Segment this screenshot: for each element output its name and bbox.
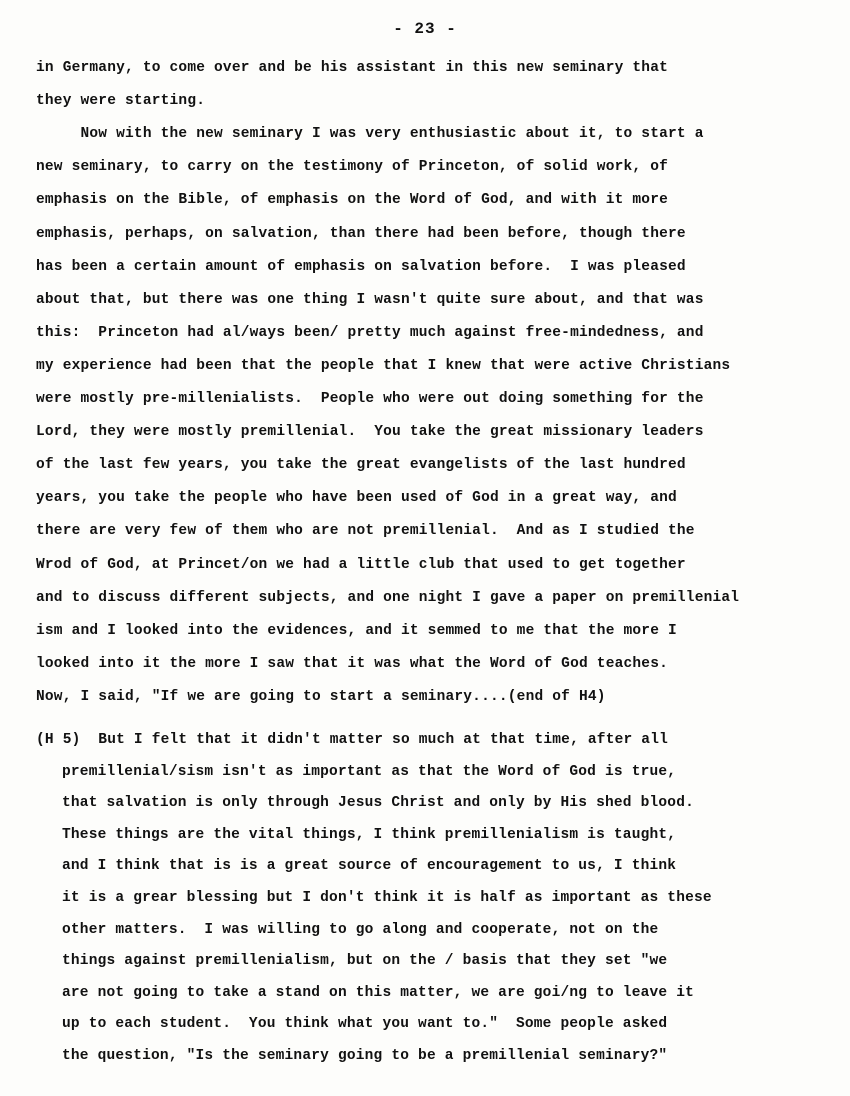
text-line: in Germany, to come over and be his assistant in this new seminary that bbox=[36, 60, 669, 76]
text-line: my experience had been that the people that I knew that were active Christians bbox=[36, 358, 731, 374]
text-line: there are very few of them who are not premillenial. And as I studied the bbox=[36, 523, 695, 539]
text-line: emphasis on the Bible, of emphasis on the Word of God, and with it more bbox=[36, 192, 669, 208]
text-line: Now, I said, "If we are going to start a seminary....(end of H4) bbox=[36, 689, 606, 705]
text-line: they were starting. bbox=[36, 93, 206, 109]
text-line: premillenial/sism isn't as important as that the Word of God is true, bbox=[62, 764, 677, 780]
text-line: These things are the vital things, I think premillenialism is taught, bbox=[62, 827, 677, 843]
text-line: years, you take the people who have been used of God in a great way, and bbox=[36, 490, 677, 506]
text-line: ism and I looked into the evidences, and it semmed to me that the more I bbox=[36, 623, 677, 639]
page-number: - 23 - bbox=[393, 20, 457, 38]
text-line: Now with the new seminary I was very enthusiastic about it, to start a bbox=[36, 126, 704, 142]
text-line: Wrod of God, at Princet/on we had a little club that used to get together bbox=[36, 557, 686, 573]
text-line: has been a certain amount of emphasis on salvation before. I was pleased bbox=[36, 259, 686, 275]
text-line: things against premillenialism, but on the / basis that they set "we bbox=[62, 953, 668, 969]
text-line: other matters. I was willing to go along and cooperate, not on the bbox=[62, 922, 659, 938]
text-line: of the last few years, you take the great evangelists of the last hundred bbox=[36, 457, 686, 473]
text-line: that salvation is only through Jesus Christ and only by His shed blood. bbox=[62, 795, 695, 811]
text-line: and to discuss different subjects, and one night I gave a paper on premillenial bbox=[36, 590, 740, 606]
text-line: (H 5) But I felt that it didn't matter so much at that time, after all bbox=[36, 732, 669, 748]
text-line: are not going to take a stand on this matter, we are goi/ng to leave it bbox=[62, 985, 695, 1001]
text-line: looked into it the more I saw that it was what the Word of God teaches. bbox=[36, 656, 669, 672]
text-line: were mostly pre-millenialists. People who were out doing something for the bbox=[36, 391, 704, 407]
text-line: emphasis, perhaps, on salvation, than there had been before, though there bbox=[36, 226, 686, 242]
text-line: Lord, they were mostly premillenial. You take the great missionary leaders bbox=[36, 424, 704, 440]
text-line: this: Princeton had al/ways been/ pretty much against free-mindedness, and bbox=[36, 325, 704, 341]
text-line: it is a grear blessing but I don't think it is half as important as these bbox=[62, 890, 712, 906]
text-line: about that, but there was one thing I wasn't quite sure about, and that was bbox=[36, 292, 704, 308]
text-line: the question, "Is the seminary going to be a premillenial seminary?" bbox=[62, 1048, 668, 1064]
text-line: up to each student. You think what you want to." Some people asked bbox=[62, 1016, 668, 1032]
text-line: new seminary, to carry on the testimony of Princeton, of solid work, of bbox=[36, 159, 669, 175]
text-line: and I think that is is a great source of encouragement to us, I think bbox=[62, 858, 677, 874]
